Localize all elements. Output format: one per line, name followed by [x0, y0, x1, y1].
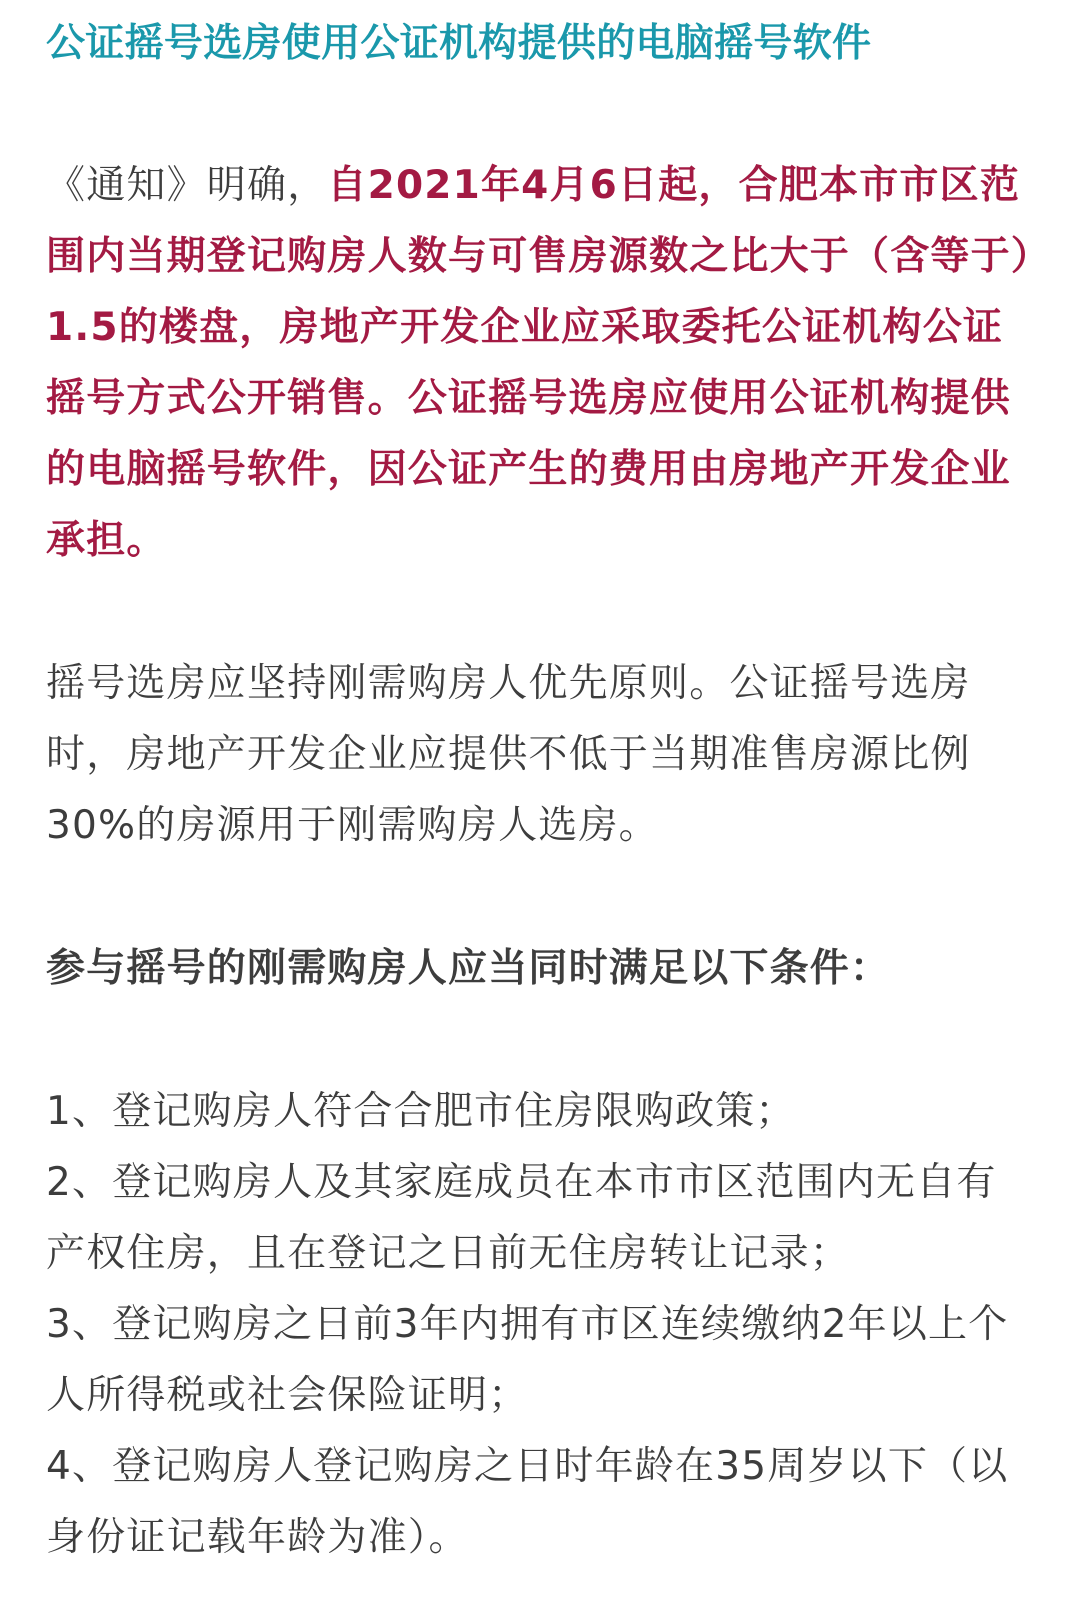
conditions-list [46, 1076, 1034, 1573]
notice-paragraph [46, 150, 1034, 576]
priority-paragraph: 摇号选房应坚持刚需购房人优先原则。公证摇号选房时，房地产开发企业应提供不低于当期准售房源比例30%的房源用于刚需购房人选房。 [46, 661, 971, 848]
condition-item: 2、登记购房人及其家庭成员在本市市区范围内无自有产权住房，且在登记之日前无住房转让记录； [46, 1160, 997, 1276]
notice-highlight: 自2021年4月6日起，合肥本市市区范围内当期登记购房人数与可售房源数之比大于（含等于）1.5的楼盘，房地产开发企业应采取委托公证机构公证摇号方式公开销售。公证摇号选房应使用公证机构提供的电脑摇号软件，因公证产生的费用由房地产开发企业承担。 [46, 163, 1032, 563]
condition-item: 4、登记购房人登记购房之日时年龄在35周岁以下（以身份证记载年龄为准）。 [46, 1444, 1009, 1560]
conditions-heading: 参与摇号的刚需购房人应当同时满足以下条件： [46, 946, 891, 991]
notice-lead: 《通知》明确， [46, 163, 328, 208]
article-title: 公证摇号选房使用公证机构提供的电脑摇号软件 [46, 21, 872, 66]
condition-item: 1、登记购房人符合合肥市住房限购政策； [46, 1089, 796, 1134]
condition-item: 3、登记购房之日前3年内拥有市区连续缴纳2年以上个人所得税或社会保险证明； [46, 1302, 1009, 1418]
